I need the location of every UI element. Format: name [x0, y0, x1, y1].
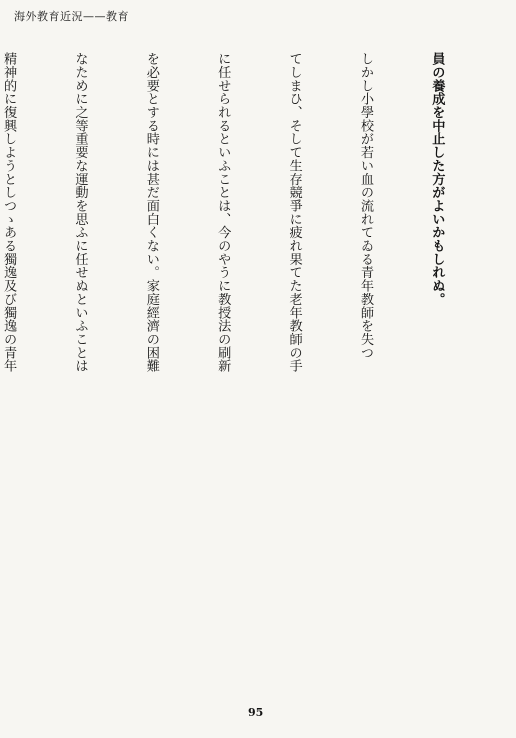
text-column: 精神的に復興しようとしつゝある獨逸及び獨逸の青年 — [1, 52, 17, 373]
text-column: を必要とする時には甚だ面白くない。家庭經濟の困難 — [143, 52, 159, 373]
text-column: に任せられるといふことは、今のやうに教授法の刷新 — [215, 52, 231, 373]
vertical-body-text — [1, 52, 496, 694]
text-column: しかし小學校が若い血の流れてゐる青年教師を失つ — [358, 52, 374, 360]
text-column: てしまひ、そして生存競爭に疲れ果てた老年教師の手 — [286, 52, 302, 373]
running-header: 海外教育近況——教育 — [14, 10, 129, 23]
text-column: 員の養成を中止した方がよいかもしれぬ。 — [429, 52, 445, 306]
page-number: 95 — [248, 706, 264, 719]
text-column: なために之等重要な運動を思ふに任せぬといふことは — [72, 52, 88, 373]
